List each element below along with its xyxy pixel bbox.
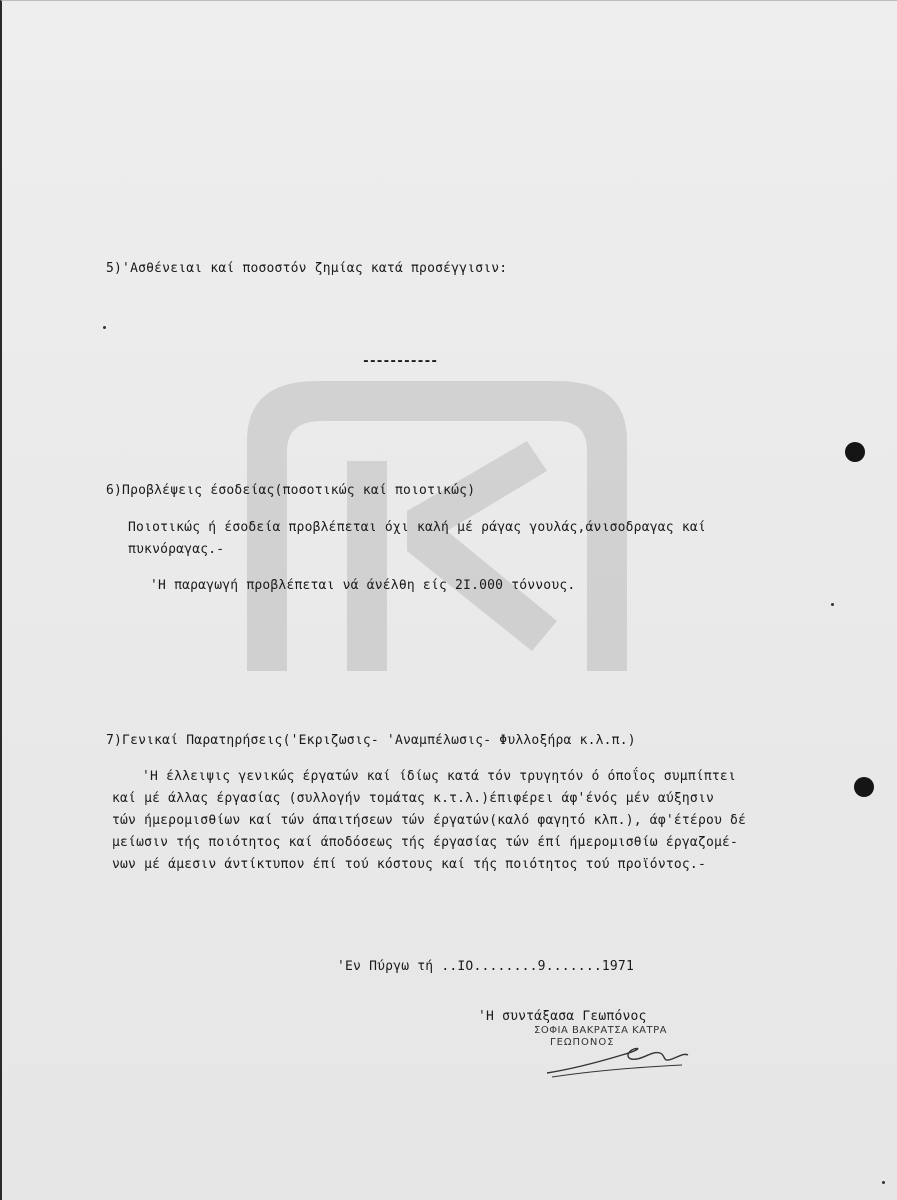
section-7-heading: 7)Γενικαί Παρατηρήσεις('Εκριζωσις- 'Αναμπέλωσις- Φυλλοξήρα κ.λ.π.) [106,733,636,748]
section-7-line-4: μείωσιν τής ποιότητος καί άποδόσεως τής έργασίας τών έπί ήμερομισθίω έργαζομέ- [112,835,739,850]
stamp-title: ΓΕΩΠΟΝΟΣ [550,1037,615,1048]
paper-speck [831,603,834,606]
paper-speck [882,1181,885,1184]
punch-hole [854,777,874,797]
handwritten-signature [542,1041,692,1081]
section-7-line-1: 'Η έλλειψις γενικώς έργατών καί ίδίως κατά τόν τρυγητόν ό όποΐος συμπίπτει [142,769,736,784]
section-7-line-3: τών ήμερομισθίων καί τών άπαιτήσεων τών έργατών(καλό φαγητό κλπ.), άφ'έτέρου δέ [112,813,747,828]
section-7-line-5: νων μέ άμεσιν άντίκτυπον έπί τού κόστους καί τής ποιότητος τού προϊόντος.- [112,857,706,872]
section-6-heading: 6)Προβλέψεις έσοδείας(ποσοτικώς καί ποιοτικώς) [106,483,476,498]
stamp-name: ΣΟΦΙΑ ΒΑΚΡΑΤΣΑ ΚΑΤΡΑ [534,1025,667,1036]
section-7-line-2: καί μέ άλλας έργασίας (συλλογήν τομάτας κ.τ.λ.)έπιφέρει άφ'ένός μέν αύξησιν [112,791,714,806]
section-separator: ----------- [362,354,438,369]
section-6-line-2: πυκνόραγας.- [128,542,225,557]
section-6-line-1: Ποιοτικώς ή έσοδεία προβλέπεται όχι καλή μέ ράγας γουλάς,άνισοδραγας καί [128,520,706,535]
signer-title: 'Η συντάξασα Γεωπόνος [478,1009,647,1024]
punch-hole [845,442,865,462]
section-5-heading: 5)'Ασθένειαι καί ποσοστόν ζημίας κατά προσέγγισιν: [106,261,508,276]
place-date: 'Εν Πύργω τή ..ΙΟ........9.......1971 [337,959,634,974]
paper-speck [103,326,106,329]
section-6-line-3: 'Η παραγωγή προβλέπεται νά άνέλθη είς 2Ι.000 τόννους. [150,578,576,593]
